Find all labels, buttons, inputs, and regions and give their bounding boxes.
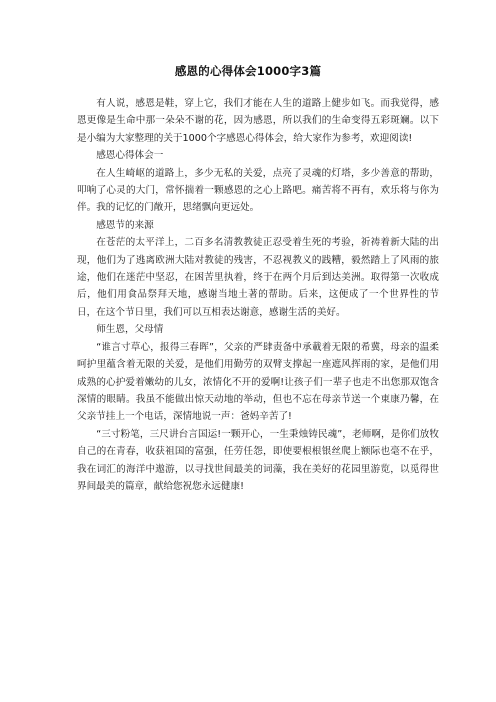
section-heading: 感恩节的来源 (96, 219, 154, 231)
body-paragraph: 在人生崎岖的道路上，多少无私的关爱，点亮了灵魂的灯塔，多少善意的帮助，叩响了心灵的大门，常怀揣着一颗感恩的之心上路吧。痛苦将不再有，欢乐将与你为伴。我的记忆的门敞开，思绪飘向更远处。 (77, 167, 439, 214)
body-paragraph: “三寸粉笔，三尺讲台言国运!一颗开心，一生秉烛铸民魂”，老师啊，是你们放牧自己的在青春，收获祖国的富强，任劳任怨，即使要根根银丝爬上额际也毫不在乎，我在词汇的海洋中遨游，以寻找世间最美的词藻，我在美好的花园里游览，以觅得世界间最美的篇章，献给您祝您永远健康! (77, 428, 439, 492)
section-heading: 师生恩，父母情 (96, 324, 164, 336)
intro-paragraph: 有人说，感恩是鞋，穿上它，我们才能在人生的道路上健步如飞。而我觉得，感恩更像是生命中那一朵朵不谢的花，因为感恩，所以我们的生命变得五彩斑斓。以下是小编为大家整理的关于1000个字感恩心得体会，给大家作为参考，欢迎阅读! (77, 98, 439, 144)
body-paragraph: 在苍茫的太平洋上，二百多名清教教徒正忍受着生死的考验，祈祷着新大陆的出现，他们为了逃离欧洲大陆对教徒的残害，不忍视教义的践糟，毅然踏上了风雨的旅途，他们在迷茫中坚忍，在困苦里执着，终于在两个月后到达美洲。取得第一次收成后，他们用食品祭拜天地，感谢当地土著的帮助。后来，这便成了一个世界性的节日，在这个节日里，我们可以互相表达谢意，感谢生活的美好。 (77, 237, 439, 318)
document-body (77, 95, 439, 495)
section-heading: 感恩心得体会一 (96, 150, 164, 162)
body-paragraph: “谁言寸草心，报得三春晖”，父亲的严肆责备中承載着无限的希冀，母亲的温柔呵护里蕴含着无限的关爱，是他们用勤劳的双臂支撑起一座遮风挥雨的家，是他们用成熟的心护爱着嫩幼的儿女，浓情化不开的爱啊!让孩子们一辈子也走不出您那双饱含深情的眼睛。我虽不能做出惊天动地的举动，但也不忘在母亲节送一个東康乃馨，在父亲节挂上一个电话，深情地说一声：爸妈辛苦了! (77, 341, 439, 423)
document-title: 感恩的心得体会1000字3篇 (174, 64, 322, 78)
